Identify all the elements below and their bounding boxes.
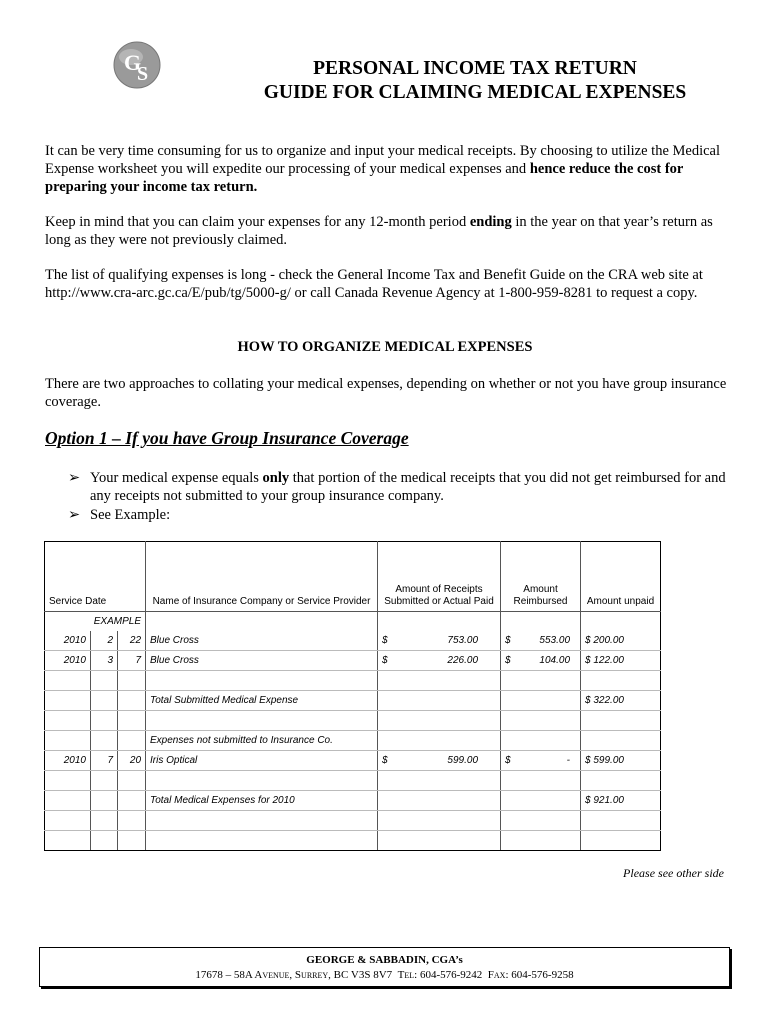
cell-year bbox=[45, 771, 91, 791]
table-row bbox=[45, 731, 661, 751]
cell-provider bbox=[146, 811, 378, 831]
amount-value: 753.00 bbox=[447, 635, 479, 646]
table-header-row bbox=[45, 542, 661, 612]
cell-year bbox=[45, 691, 91, 711]
cell-day bbox=[118, 771, 146, 791]
header-submitted: Amount of Receipts Submitted or Actual Paid bbox=[378, 542, 501, 612]
header-provider: Name of Insurance Company or Service Provider bbox=[146, 542, 378, 612]
currency-symbol: $ bbox=[382, 655, 388, 666]
header-unpaid: Amount unpaid bbox=[581, 542, 661, 612]
address: 17678 – 58A Avenue, Surrey, BC V3S 8V7 bbox=[195, 969, 393, 981]
cell-day: 7 bbox=[118, 651, 146, 671]
cell-reimbursed bbox=[501, 791, 581, 811]
cell-provider: Total Submitted Medical Expense bbox=[146, 691, 378, 711]
cell-year bbox=[45, 811, 91, 831]
example-label: EXAMPLE bbox=[45, 612, 146, 632]
firm-name: GEORGE & SABBADIN, CGA’s bbox=[306, 954, 463, 966]
intro-paragraph-2: Keep in mind that you can claim your expenses for any 12-month period ending in the year on that year’s return as long as they were not previously claimed. bbox=[45, 214, 713, 248]
footer-box bbox=[39, 947, 730, 987]
example-label-row bbox=[45, 612, 661, 632]
cell-month: 7 bbox=[91, 751, 118, 771]
cell-provider bbox=[146, 771, 378, 791]
cell-month bbox=[91, 671, 118, 691]
cell-month bbox=[91, 771, 118, 791]
cell-day bbox=[118, 691, 146, 711]
cell-year bbox=[45, 791, 91, 811]
cell-submitted bbox=[378, 751, 501, 771]
svg-text:S: S bbox=[137, 63, 149, 85]
cell-submitted bbox=[378, 791, 501, 811]
cell-reimbursed bbox=[501, 691, 581, 711]
cell-year bbox=[45, 731, 91, 751]
cell-provider bbox=[146, 711, 378, 731]
cell-submitted bbox=[378, 651, 501, 671]
header-reimbursed: Amount Reimbursed bbox=[501, 542, 581, 612]
cell-reimbursed bbox=[501, 651, 581, 671]
cell-reimbursed bbox=[501, 811, 581, 831]
cell-provider: Total Medical Expenses for 2010 bbox=[146, 791, 378, 811]
svg-text:G: G bbox=[124, 50, 142, 75]
cell-day bbox=[118, 791, 146, 811]
table-row bbox=[45, 811, 661, 831]
bullet-item: ➢ See Example: bbox=[68, 507, 171, 523]
cell-unpaid: $ 921.00 bbox=[581, 791, 661, 811]
cell-unpaid: $ 599.00 bbox=[581, 751, 661, 771]
cell-month bbox=[91, 691, 118, 711]
amount-value: 104.00 bbox=[539, 655, 571, 666]
cell-day bbox=[118, 731, 146, 751]
cell-reimbursed bbox=[501, 831, 581, 851]
gs-logo bbox=[112, 40, 162, 90]
intro-paragraph-1: It can be very time consuming for us to organize and input your medical receipts. By choosing to utilize the Medical Expense worksheet you will expedite our processing of your medical expenses and hence reduce the cost for preparing your income tax return. bbox=[45, 143, 721, 195]
cell-day bbox=[118, 831, 146, 851]
cell-provider bbox=[146, 831, 378, 851]
cell-year: 2010 bbox=[45, 651, 91, 671]
firm-address-line bbox=[40, 968, 729, 983]
cell-unpaid bbox=[581, 711, 661, 731]
cell-year bbox=[45, 831, 91, 851]
table-row bbox=[45, 691, 661, 711]
cell-year: 2010 bbox=[45, 751, 91, 771]
amount-value: 599.00 bbox=[447, 755, 479, 766]
cell-reimbursed bbox=[501, 631, 581, 651]
table-row bbox=[45, 751, 661, 771]
cell-year bbox=[45, 711, 91, 731]
cell-month bbox=[91, 731, 118, 751]
cell-reimbursed bbox=[501, 771, 581, 791]
cell-unpaid bbox=[581, 811, 661, 831]
amount-value: 226.00 bbox=[447, 655, 479, 666]
cell-day bbox=[118, 671, 146, 691]
table-row bbox=[45, 631, 661, 651]
tel-number: 604-576-9242 bbox=[419, 969, 483, 981]
cell-month: 3 bbox=[91, 651, 118, 671]
cell-reimbursed bbox=[501, 751, 581, 771]
table-row bbox=[45, 791, 661, 811]
approaches-paragraph: There are two approaches to collating your medical expenses, depending on whether or not you have group insurance coverage. bbox=[45, 376, 727, 410]
medical-expense-table bbox=[44, 541, 661, 851]
intro-paragraph-3: The list of qualifying expenses is long - check the General Income Tax and Benefit Guide on the CRA web site at http://www.cra-arc.gc.ca/E/pub/tg/5000-g/ or call Canada Revenue Agency at 1-800-959-8281 to request a copy. bbox=[45, 267, 703, 301]
cell-submitted bbox=[378, 811, 501, 831]
header-service-date: Service Date bbox=[45, 542, 146, 612]
cell-month: 2 bbox=[91, 631, 118, 651]
section-heading: HOW TO ORGANIZE MEDICAL EXPENSES bbox=[237, 339, 533, 355]
cell-unpaid bbox=[581, 671, 661, 691]
cell-provider: Expenses not submitted to Insurance Co. bbox=[146, 731, 378, 751]
cell-unpaid bbox=[581, 731, 661, 751]
cell-provider bbox=[146, 671, 378, 691]
table-row bbox=[45, 771, 661, 791]
cell-reimbursed bbox=[501, 671, 581, 691]
cell-unpaid bbox=[581, 771, 661, 791]
cell-submitted bbox=[378, 711, 501, 731]
table-row bbox=[45, 651, 661, 671]
cell-submitted bbox=[378, 771, 501, 791]
page-title: PERSONAL INCOME TAX RETURN bbox=[313, 58, 637, 79]
cell-submitted bbox=[378, 631, 501, 651]
bullet-item: ➢ Your medical expense equals only that portion of the medical receipts that you did not get reimbursed for and any receipts not submitted to your group insurance company. bbox=[68, 470, 726, 504]
table-row bbox=[45, 831, 661, 851]
cell-month bbox=[91, 811, 118, 831]
cell-provider: Blue Cross bbox=[146, 631, 378, 651]
arrow-bullet-icon: ➢ bbox=[68, 470, 81, 486]
cell-provider: Blue Cross bbox=[146, 651, 378, 671]
cell-month bbox=[91, 831, 118, 851]
cell-unpaid: $ 322.00 bbox=[581, 691, 661, 711]
amount-value: - bbox=[566, 755, 571, 766]
cell-month bbox=[91, 791, 118, 811]
cell-submitted bbox=[378, 671, 501, 691]
currency-symbol: $ bbox=[505, 655, 511, 666]
table-row bbox=[45, 711, 661, 731]
amount-value: 553.00 bbox=[539, 635, 571, 646]
cell-submitted bbox=[378, 691, 501, 711]
page-subtitle: GUIDE FOR CLAIMING MEDICAL EXPENSES bbox=[263, 82, 687, 103]
fax-number: 604-576-9258 bbox=[511, 969, 574, 981]
cell-day bbox=[118, 711, 146, 731]
cell-submitted bbox=[378, 831, 501, 851]
cell-month bbox=[91, 711, 118, 731]
cell-reimbursed bbox=[501, 711, 581, 731]
cell-day: 22 bbox=[118, 631, 146, 651]
cell-year bbox=[45, 671, 91, 691]
currency-symbol: $ bbox=[505, 755, 511, 766]
cell-unpaid: $ 122.00 bbox=[581, 651, 661, 671]
cell-reimbursed bbox=[501, 731, 581, 751]
currency-symbol: $ bbox=[505, 635, 511, 646]
option-1-heading: Option 1 – If you have Group Insurance Coverage bbox=[45, 428, 409, 448]
currency-symbol: $ bbox=[382, 635, 388, 646]
cell-day: 20 bbox=[118, 751, 146, 771]
cell-submitted bbox=[378, 731, 501, 751]
see-other-side-note: Please see other side bbox=[623, 866, 724, 880]
cell-unpaid bbox=[581, 831, 661, 851]
cell-provider: Iris Optical bbox=[146, 751, 378, 771]
tel-label: Tel: bbox=[397, 969, 418, 981]
table-row bbox=[45, 671, 661, 691]
arrow-bullet-icon: ➢ bbox=[68, 507, 81, 523]
fax-label: Fax: bbox=[487, 969, 509, 981]
cell-day bbox=[118, 811, 146, 831]
cell-year: 2010 bbox=[45, 631, 91, 651]
cell-unpaid: $ 200.00 bbox=[581, 631, 661, 651]
currency-symbol: $ bbox=[382, 755, 388, 766]
